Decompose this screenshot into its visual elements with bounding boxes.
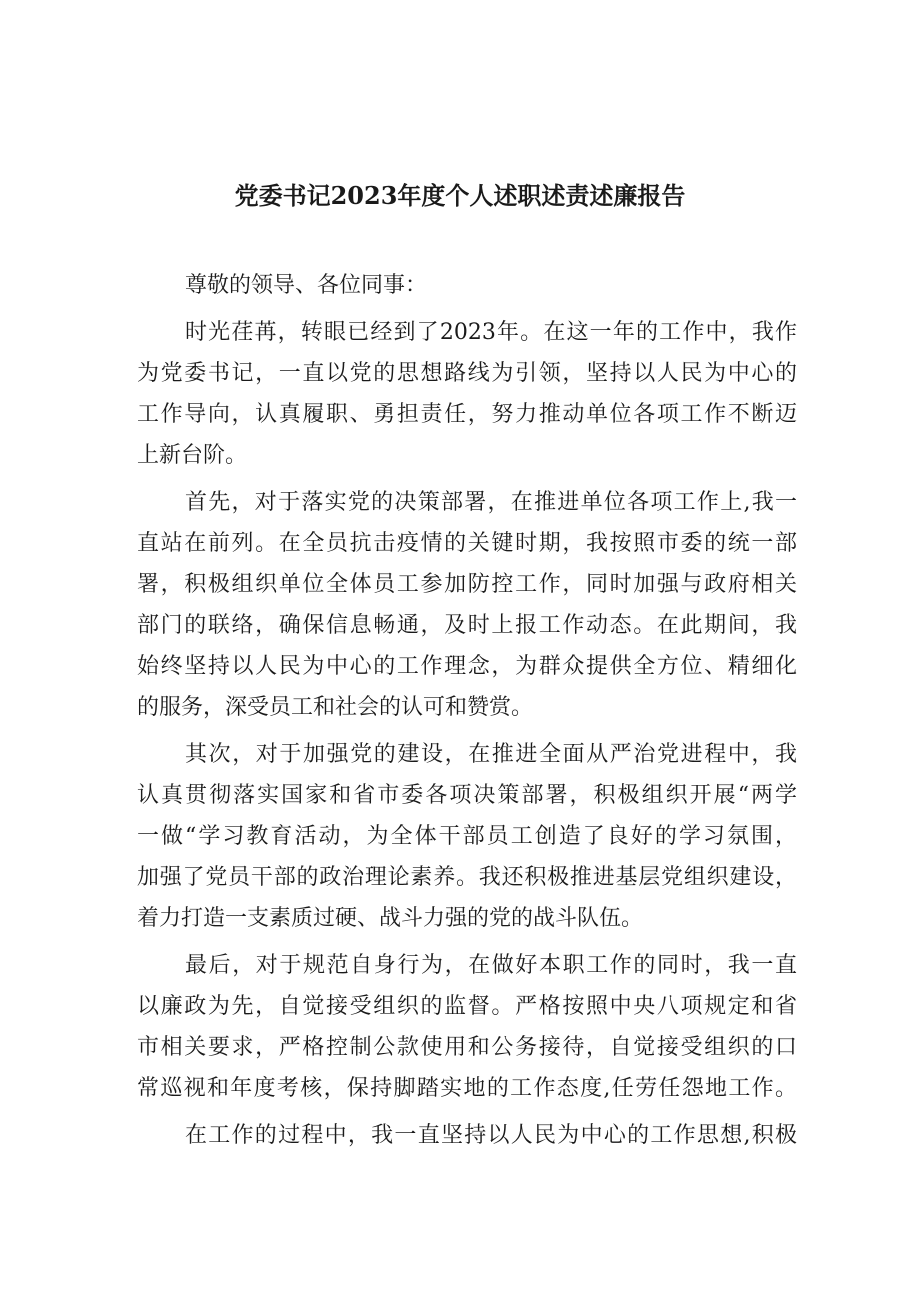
paragraph-line: 在工作的过程中，我一直坚持以人民为中心的工作思想,积极	[185, 1123, 797, 1148]
paragraph-line: 着力打造一支素质过硬、战斗力强的党的战斗队伍。	[137, 906, 644, 931]
second-point-paragraph	[137, 734, 797, 939]
document-body	[137, 265, 797, 1156]
paragraph-line: 尊敬的领导、各位同事：	[185, 273, 428, 298]
paragraph-line: 为党委书记，一直以党的思想路线为引领，坚持以人民为中心的	[137, 361, 797, 386]
intro-paragraph	[137, 312, 797, 476]
paragraph-line: 部门的联络，确保信息畅通，及时上报工作动态。在此期间，我	[137, 613, 797, 638]
paragraph-line: 市相关要求，严格控制公款使用和公务接待，自觉接受组织的口	[137, 1035, 797, 1060]
paragraph-line: 署，积极组织单位全体员工参加防控工作，同时加强与政府相关	[137, 572, 797, 597]
paragraph-line: 常巡视和年度考核，保持脚踏实地的工作态度,任劳任怨地工作。	[137, 1076, 797, 1101]
paragraph-line: 以廉政为先，自觉接受组织的监督。严格按照中央八项规定和省	[137, 994, 797, 1019]
paragraph-line: 一做“学习教育活动，为全体干部员工创造了良好的学习氛围，	[137, 824, 797, 849]
paragraph-line: 时光荏苒，转眼已经到了2023年。在这一年的工作中，我作	[185, 320, 797, 345]
paragraph-line: 工作导向，认真履职、勇担责任，努力推动单位各项工作不断迈	[137, 402, 797, 427]
first-point-paragraph	[137, 482, 797, 728]
paragraph-line: 加强了党员干部的政治理论素养。我还积极推进基层党组织建设，	[137, 865, 797, 890]
third-point-paragraph	[137, 945, 797, 1109]
paragraph-line: 认真贯彻落实国家和省市委各项决策部署，积极组织开展“两学	[137, 783, 797, 808]
paragraph-line: 最后，对于规范自身行为，在做好本职工作的同时，我一直	[185, 953, 797, 978]
salutation-paragraph	[137, 265, 797, 306]
paragraph-line: 始终坚持以人民为中心的工作理念，为群众提供全方位、精细化	[137, 654, 797, 679]
paragraph-line: 首先，对于落实党的决策部署，在推进单位各项工作上,我一	[185, 490, 797, 515]
paragraph-line: 其次，对于加强党的建设，在推进全面从严治党进程中，我	[185, 742, 797, 767]
paragraph-line: 直站在前列。在全员抗击疫情的关键时期，我按照市委的统一部	[137, 531, 797, 556]
paragraph-line: 的服务，深受员工和社会的认可和赞赏。	[137, 695, 534, 720]
paragraph-line: 上新台阶。	[137, 443, 248, 468]
document-title: 党委书记2023年度个人述职述责述廉报告	[234, 181, 686, 210]
work-process-paragraph	[137, 1115, 797, 1156]
